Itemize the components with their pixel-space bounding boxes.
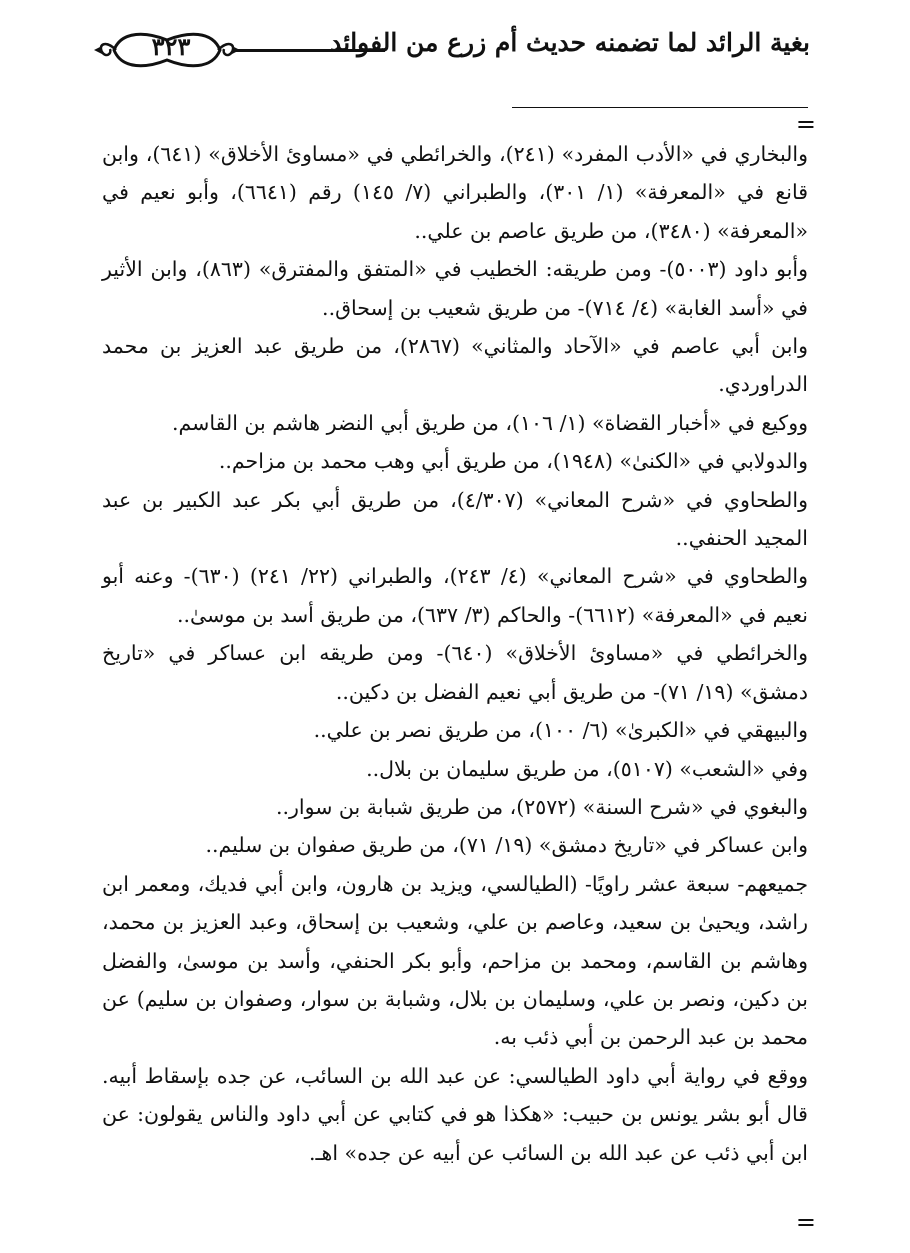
paragraph: والخرائطي في «مساوئ الأخلاق» (٦٤٠)- ومن طريقه ابن عساكر في «تاريخ دمشق» (١٩/ ٧١)- من طريق أبي نعيم الفضل بن دكين.. [102,641,808,704]
paragraph: وأبو داود (٥٠٠٣)- ومن طريقه: الخطيب في «المتفق والمفترق» (٨٦٣)، وابن الأثير في «أسد الغابة» (٤/ ٧١٤)- من طريق شعيب بن إسحاق.. [102,257,808,320]
page-number: ٣٢٣ [151,32,191,61]
page-header [0,0,910,100]
paragraph: وابن عساكر في «تاريخ دمشق» (١٩/ ٧١)، من طريق صفوان بن سليم.. [205,833,808,858]
ornament-right-curl [218,44,233,55]
paragraph: والطحاوي في «شرح المعاني» (٤/ ٢٤٣)، والطبراني (٢٢/ ٢٤١) (٦٣٠)- وعنه أبو نعيم في «المعرفة» (٦٦١٢)- والحاكم (٣/ ٦٣٧)، من طريق أسد بن موسىٰ.. [102,564,808,627]
paragraph: والطحاوي في «شرح المعاني» (٤/٣٠٧)، من طريق أبي بكر عبد الكبير بن عبد المجيد الحنفي.. [102,487,809,551]
paragraph: وفي «الشعب» (٥١٠٧)، من طريق سليمان بن بلال.. [366,756,808,781]
ornament-left-tip [94,46,102,54]
paragraph: والبغوي في «شرح السنة» (٢٥٧٢)، من طريق شبابة بن سوار.. [276,794,808,819]
ornament-right-tip [232,46,240,54]
paragraph: وابن أبي عاصم في «الآحاد والمثاني» (٢٨٦٧)، من طريق عبد العزيز بن محمد الدراوردي. [102,334,808,397]
footnote-separator [512,107,808,108]
continuation-mark-top: = [795,110,816,138]
paragraph: ووقع في رواية أبي داود الطيالسي: عن عبد الله بن السائب، عن جده بإسقاط أبيه. قال أبو بشر يونس بن حبيب: «هكذا هو في كتابي عن أبي داود والناس يقولون: عن ابن أبي ذئب عن عبد الله بن السائب عن أبيه عن جده» اهـ. [102,1063,808,1165]
header-rule [235,49,385,52]
paragraph: جميعهم- سبعة عشر راويًا- (الطيالسي، ويزيد بن هارون، وابن أبي فديك، ومعمر ابن راشد، ويحيىٰ بن سعيد، وعاصم بن علي، وشعيب بن إسحاق، وعبد العزيز بن محمد، وهاشم بن القاسم، ومحمد بن مزاحم، وأبو بكر الحنفي، وأسد بن موسىٰ، والفضل بن دكين، ونصر بن علي، وسليمان بن بلال، وشبابة بن سوار، وصفوان بن سليم) عن محمد بن عبد الرحمن بن أبي ذئب به. [102,871,808,1050]
continuation-mark-bottom: = [795,1208,816,1236]
running-title: بغية الرائد لما تضمنه حديث أم زرع من الفوائد [330,28,810,57]
footnote-body [102,135,808,1172]
paragraph: والبخاري في «الأدب المفرد» (٢٤١)، والخرائطي في «مساوئ الأخلاق» (٦٤١)، وابن قانع في «المعرفة» (١/ ٣٠١)، والطبراني (٧/ ١٤٥) رقم (٦٦٤١)، وأبو نعيم في «المعرفة» (٣٤٨٠)، من طريق عاصم بن علي.. [102,142,808,243]
paragraph: والدولابي في «الكنىٰ» (١٩٤٨)، من طريق أبي وهب محمد بن مزاحم.. [218,449,808,474]
ornament-left-curl [101,44,116,55]
paragraph: والبيهقي في «الكبرىٰ» (٦/ ١٠٠)، من طريق نصر بن علي.. [313,718,808,743]
paragraph: ووكيع في «أخبار القضاة» (١/ ١٠٦)، من طريق أبي النضر هاشم بن القاسم. [172,410,808,435]
